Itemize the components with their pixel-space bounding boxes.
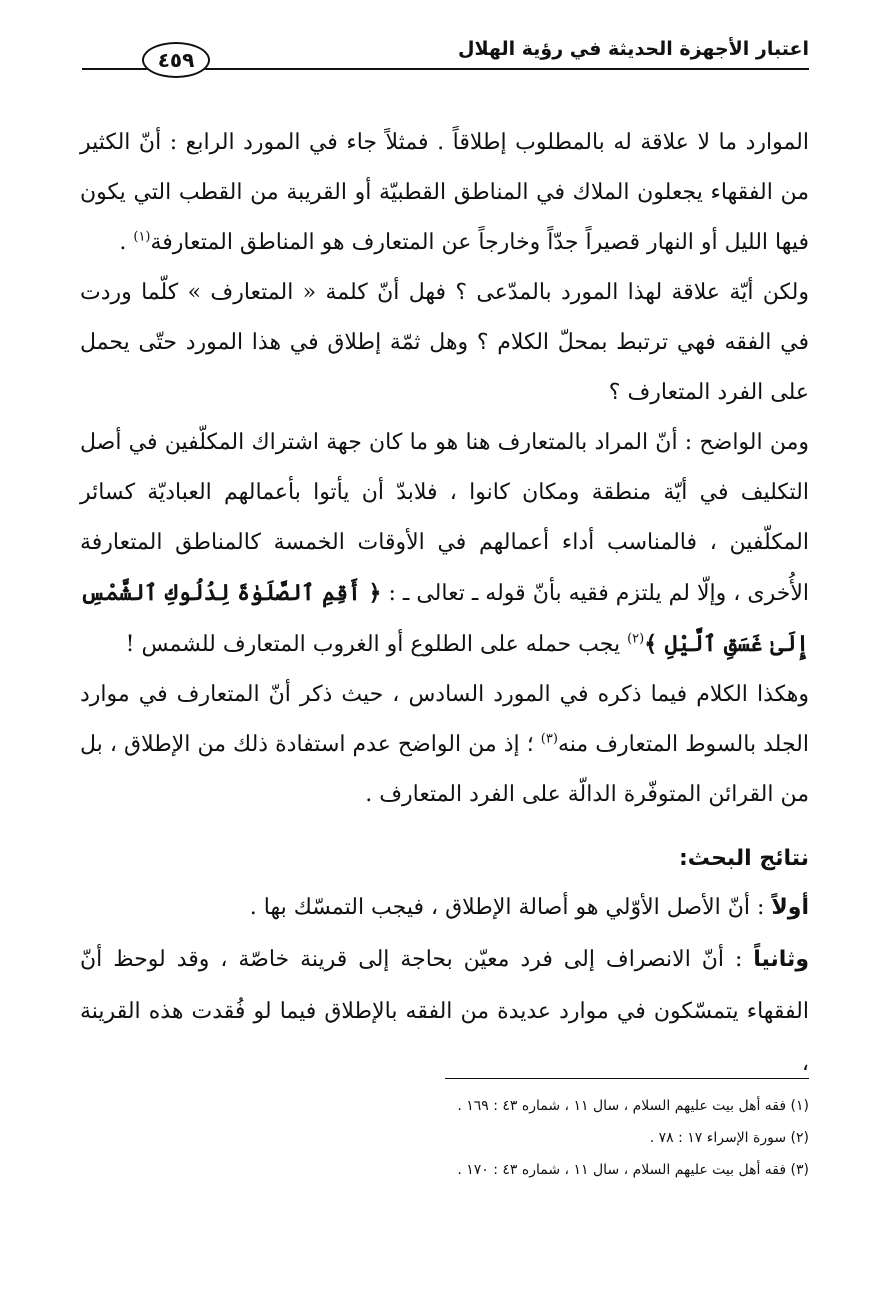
footnote-ref-2[interactable]: (٢) — [627, 631, 645, 647]
footnote-3: (٣) فقه أهل بيت عليهم السلام ، سال ١١ ، شماره ٤٣ : ١٧٠ . — [457, 1162, 809, 1178]
paragraph-3 — [80, 418, 809, 670]
results-list — [80, 882, 809, 1090]
quran-verse: ﴿ أَقِمِ ٱلصَّلَوٰةَ لِدُلُوكِ ٱلشَّمْسِ إِلَىٰ غَسَقِ ٱلَّيْلِ ﴾ — [80, 580, 809, 657]
footnote-ref-1[interactable]: (١) — [133, 229, 151, 245]
page-number: ٤٥٩ — [157, 48, 195, 72]
paragraph-3-text: ومن الواضح : أنّ المراد بالمتعارف هنا هو ما كان جهة اشتراك المكلّفين في أصل التكليف في أيّة منطقة ومكان كانوا ، فلابدّ أن يأتوا بأعمالهم العباديّة كسائر المكلّفين ، فالمناسب أداء أعمالهم في الأوقات الخمسة كالمناطق المتعارفة الأُخرى ، وإلّا لم يلتزم فقيه بأنّ قوله ـ تعالى ـ : — [80, 430, 809, 606]
paragraph-2-text: ولكن أيّة علاقة لهذا المورد بالمدّعى ؟ فهل أنّ كلمة « المتعارف » كلّما وردت في الفقه فهي ترتبط بمحلّ الكلام ؟ وهل ثمّة إطلاق في هذا المورد حتّى يحمل على الفرد المتعارف ؟ — [80, 280, 809, 405]
result-item-1 — [80, 882, 809, 934]
page-number-badge — [142, 42, 210, 78]
footnotes — [209, 1090, 809, 1186]
paragraph-2 — [80, 268, 809, 418]
body-text — [80, 118, 809, 820]
result-label: أولاً — [771, 895, 809, 920]
result-label: وثانياً — [753, 947, 809, 972]
paragraph-4-text: وهكذا الكلام فيما ذكره في المورد السادس ، حيث ذكر أنّ المتعارف في موارد الجلد بالسوط المتعارف منه — [80, 682, 809, 757]
paragraph-1 — [80, 118, 809, 268]
result-text: : أنّ الأصل الأوّلي هو أصالة الإطلاق ، فيجب التمسّك بها . — [249, 895, 772, 920]
paragraph-3-text-end: يجب حمله على الطلوع أو الغروب المتعارف للشمس ! — [125, 632, 628, 657]
paragraph-1-text: الموارد ما لا علاقة له بالمطلوب إطلاقاً . فمثلاً جاء في المورد الرابع : أنّ الكثير من الفقهاء يجعلون الملاك في المناطق القطبيّة أو القريبة من القطب التي يكون فيها الليل أو النهار قصيراً جدّاً وخارجاً عن المتعارف هو المناطق المتعارفة — [80, 130, 809, 255]
footnote-ref-3[interactable]: (٣) — [540, 731, 558, 747]
paragraph-4 — [80, 670, 809, 820]
footnote-1: (١) فقه أهل بيت عليهم السلام ، سال ١١ ، شماره ٤٣ : ١٦٩ . — [457, 1098, 809, 1114]
footnote-2: (٢) سورة الإسراء ١٧ : ٧٨ . — [649, 1130, 809, 1146]
paragraph-1-end: . — [119, 230, 134, 255]
results-heading: نتائج البحث: — [678, 846, 809, 871]
running-header-title: اعتبار الأجهزة الحديثة في رؤية الهلال — [458, 38, 809, 60]
footnote-separator — [445, 1078, 809, 1079]
result-item-2 — [80, 934, 809, 1090]
paragraph-4-text-end: ؛ إذ من الواضح عدم استفادة ذلك من الإطلاق ، بل من القرائن المتوفّرة الدالّة على الفرد المتعارف . — [80, 732, 809, 807]
result-text: : أنّ الانصراف إلى فرد معيّن بحاجة إلى قرينة خاصّة ، وقد لوحظ أنّ الفقهاء يتمسّكون في موارد عديدة من الفقه بالإطلاق فيما لو فُقدت هذه القرينة ، — [80, 947, 809, 1076]
